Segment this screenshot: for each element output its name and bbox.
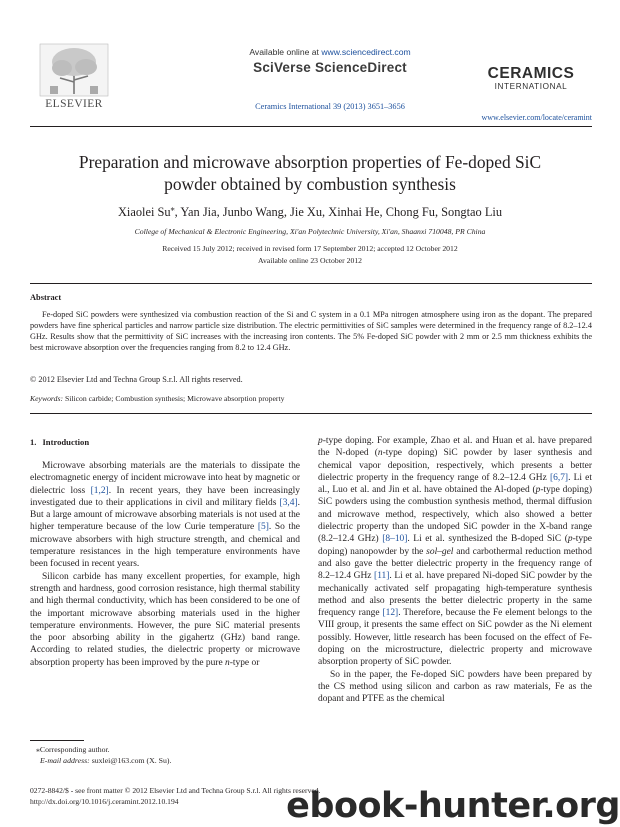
article-title: Preparation and microwave absorption properties of Fe-doped SiC powder obtained by combustion synthesis bbox=[78, 152, 542, 194]
received-dates: Received 15 July 2012; received in revised form 17 September 2012; accepted 12 October 2012 bbox=[162, 244, 458, 253]
citation-link[interactable]: [11] bbox=[374, 571, 390, 582]
citation-link[interactable]: [3,4] bbox=[279, 497, 298, 508]
citation-link[interactable]: [1,2] bbox=[90, 485, 109, 496]
corresponding-author-note: ⁎Corresponding author. bbox=[36, 745, 110, 754]
author-email: E-mail address: suxlei@163.com (X. Su). bbox=[40, 756, 172, 765]
journal-logo-subtitle: INTERNATIONAL bbox=[494, 82, 568, 91]
paragraph: Microwave absorbing materials are the materials to dissipate the electromagnetic energy of incident microwave into heat by magnetic or dielectric loss [1,2]. In recent years, they have been increasingly investigated due to their applications in civil and military fields [3,4]. But a large amount of microwave absorbing materials is not used at the higher temperature because of the low Curie temperature [5]. So the microwave absorbers with high structure strength, and chemical and temperature resistances in the high temperature environments have been focused in recent years. bbox=[30, 461, 301, 570]
paragraph: p-type doping. For example, Zhao et al. and Huan et al. have prepared the N-doped (n-type doping) SiC powder by laser synthesis and chemical vapor deposition, respectively, which presents a better dielectric property in the frequency range of 8.2–12.4 GHz [6,7]. Li et al., Luo et al. and Jin et al. have obtained the Al-doped (p-type doping) SiC powders using the combustion synthesis method, thermal diffusion and microwave method, respectively, which also showed a better dielectric property than the undoped SiC powder in the X-band range (8.2–12.4 GHz) [8–10]. Li et al. synthesized the B-doped SiC (p-type doping) nanopowder by the sol–gel and carbothermal reduction method and also gave the better dielectric property in the frequency range of 8.2–12.4 GHz [11]. Li et al. have prepared Ni-doped SiC powder by the mechanically activated self propagating high-temperature synthesis method and also presents the better dielectric property in the same frequency range [12]. Therefore, because the Fe element belongs to the VIII group, it presents the same effect on SiC powder as the Ni element possibly. However, little research has been focused on the effect of Fe-doping on the microstructure, dielectric property and microwave absorption property of SiC powder. bbox=[318, 436, 592, 668]
header-divider bbox=[30, 126, 592, 127]
paragraph: So in the paper, the Fe-doped SiC powders have been prepared by the CS method using silicon and carbon as raw materials, Fe as the dopant and PTFE as the chemical bbox=[318, 669, 592, 705]
watermark: ebook-hunter.org bbox=[286, 786, 620, 826]
right-column bbox=[318, 435, 592, 706]
footnote-divider bbox=[30, 740, 84, 741]
front-matter-notice: 0272-8842/$ - see front matter © 2012 Elsevier Ltd and Techna Group S.r.l. All rights reserved. bbox=[30, 786, 321, 795]
citation-link[interactable]: [12] bbox=[382, 608, 399, 619]
journal-logo-title: CERAMICS bbox=[487, 65, 575, 82]
abstract-top-divider bbox=[30, 283, 592, 284]
abstract-copyright: © 2012 Elsevier Ltd and Techna Group S.r.l. All rights reserved. bbox=[30, 375, 243, 384]
section-heading: 1. Introduction bbox=[30, 437, 90, 447]
abstract-bottom-divider bbox=[30, 413, 592, 414]
corresponding-mark[interactable]: ⁎ bbox=[170, 204, 175, 213]
abstract-body: Fe-doped SiC powders were synthesized via combustion reaction of the Si and C system in a 0.1 MPa nitrogen atmosphere using iron as the dopant. The prepared powders have fine spherical particles and narrow particle size distribution. The electric permittivities of SiC samples were determined in the frequency range of 8.2–12.4 GHz. Results show that the permittivity of SiC increases with the increasing iron contents. The 5% Fe-doped SiC powder with 2 mm or 2.5 mm thickness exhibits the best microwave absorption over the frequencies ranging from 8.2 to 12.4 GHz. bbox=[30, 310, 592, 352]
citation-link[interactable]: [6,7] bbox=[549, 472, 569, 483]
journal-reference-link[interactable]: Ceramics International 39 (2013) 3651–3656 bbox=[255, 102, 405, 111]
platform-name: SciVerse ScienceDirect bbox=[253, 60, 407, 75]
publisher-name: ELSEVIER bbox=[45, 98, 103, 110]
abstract-heading: Abstract bbox=[30, 293, 62, 302]
author-list: Xiaolei Su⁎, Yan Jia, Junbo Wang, Jie Xu, Xinhai He, Chong Fu, Songtao Liu bbox=[117, 204, 503, 220]
citation-link[interactable]: [8–10] bbox=[382, 534, 408, 545]
left-column bbox=[30, 460, 300, 669]
doi-link[interactable]: http://dx.doi.org/10.1016/j.ceramint.2012.10.194 bbox=[30, 797, 179, 806]
availability-line: Available online at www.sciencedirect.com bbox=[249, 47, 411, 57]
citation-link[interactable]: [5] bbox=[257, 522, 269, 533]
sciencedirect-link[interactable]: www.sciencedirect.com bbox=[321, 47, 411, 57]
affiliation: College of Mechanical & Electronic Engineering, Xi'an Polytechnic University, Xi'an, Shaanxi 710048, PR China bbox=[134, 227, 486, 236]
online-date: Available online 23 October 2012 bbox=[257, 256, 363, 265]
keywords: Keywords: Silicon carbide; Combustion synthesis; Microwave absorption property bbox=[30, 394, 285, 403]
journal-url-link[interactable]: www.elsevier.com/locate/ceramint bbox=[481, 113, 592, 122]
paragraph: Silicon carbide has many excellent properties, for example, high strength and hardness, good corrosion resistance, high thermal stability and high thermal conductivity, which has been considered to be one of the important microwave absorbing materials used in the higher temperature environments. However, the pure SiC material presents the poor absorbing ability in the gigahertz (GHz) band range. According to related studies, the dielectric property or microwave absorption property has been improved by the pure n-type or bbox=[30, 571, 300, 668]
